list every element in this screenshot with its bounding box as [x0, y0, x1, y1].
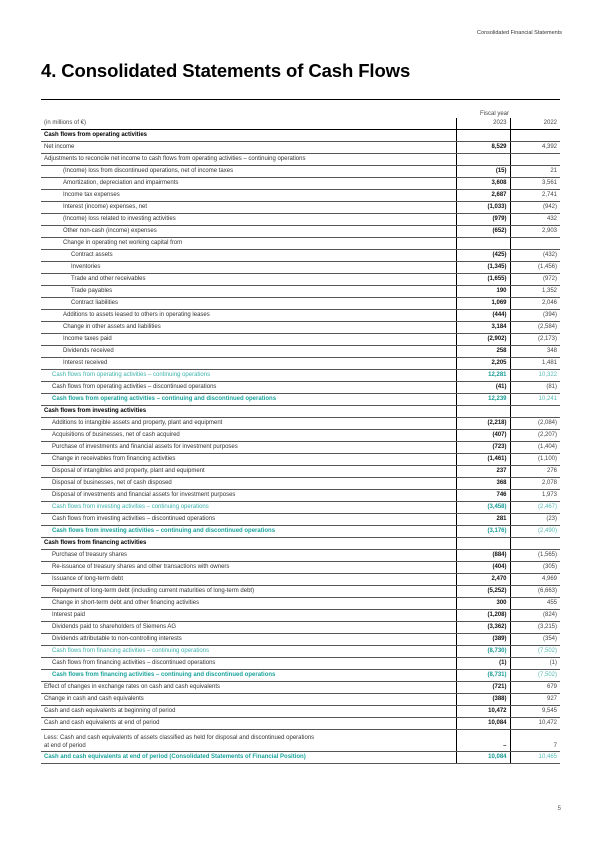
table-row [41, 226, 560, 238]
section-header-row [41, 538, 560, 550]
row-label: Interest paid [41, 610, 456, 622]
table-row [41, 334, 560, 346]
table-row [41, 694, 560, 706]
row-label: Cash and cash equivalents at beginning of period [41, 706, 456, 718]
value-2022: 2,741 [510, 190, 560, 202]
value-2023: 10,472 [456, 706, 510, 718]
row-label: Interest (income) expenses, net [41, 202, 456, 214]
value-2022: (824) [510, 610, 560, 622]
table-row [41, 322, 560, 334]
value-2022 [510, 538, 560, 550]
table-row [41, 610, 560, 622]
row-label [41, 730, 456, 752]
row-label: Cash flows from operating activities – continuing and discontinued operations [41, 394, 456, 406]
value-2023: (1,655) [456, 274, 510, 286]
value-2022: (3,215) [510, 622, 560, 634]
table-row [41, 490, 560, 502]
section-header-row [41, 406, 560, 418]
row-label: Cash flows from investing activities [41, 406, 456, 418]
table-row [41, 262, 560, 274]
row-label: Income tax expenses [41, 190, 456, 202]
value-2023: (723) [456, 442, 510, 454]
table-row [41, 250, 560, 262]
table-row [41, 526, 560, 538]
value-2023: 190 [456, 286, 510, 298]
value-2022: (2,084) [510, 418, 560, 430]
value-2023: 258 [456, 346, 510, 358]
value-2022: (972) [510, 274, 560, 286]
table-row [41, 658, 560, 670]
row-label: Issuance of long-term debt [41, 574, 456, 586]
row-label-line-1: Less: Cash and cash equivalents of assets classified as held for disposal and discontinued operations [44, 735, 315, 741]
row-label: Dividends attributable to non-controlling interests [41, 634, 456, 646]
table-row [41, 430, 560, 442]
value-2023: (425) [456, 250, 510, 262]
row-label: Repayment of long-term debt (including current maturities of long-term debt) [41, 586, 456, 598]
value-2023: (41) [456, 382, 510, 394]
value-2023: 10,084 [456, 752, 510, 764]
value-2023: 1,069 [456, 298, 510, 310]
value-2023 [456, 154, 510, 166]
value-2023: – [456, 730, 510, 752]
unit-label: (in millions of €) [41, 118, 456, 130]
value-2022: 1,481 [510, 358, 560, 370]
value-2022: (942) [510, 202, 560, 214]
table-row [41, 394, 560, 406]
table-row [41, 478, 560, 490]
row-label: Acquisitions of businesses, net of cash acquired [41, 430, 456, 442]
value-2022: 348 [510, 346, 560, 358]
value-2023: (652) [456, 226, 510, 238]
value-2023: 12,281 [456, 370, 510, 382]
value-2022: 927 [510, 694, 560, 706]
table-row [41, 574, 560, 586]
fiscal-year-label: Fiscal year [480, 111, 510, 117]
table-row [41, 598, 560, 610]
value-2022: (354) [510, 634, 560, 646]
row-label: Trade and other receivables [41, 274, 456, 286]
value-2022: 3,561 [510, 178, 560, 190]
value-2023: (1,033) [456, 202, 510, 214]
value-2022: 1,973 [510, 490, 560, 502]
value-2022 [510, 238, 560, 250]
value-2023: (2,902) [456, 334, 510, 346]
table-row [41, 298, 560, 310]
column-header-2023: 2023 [456, 118, 510, 130]
value-2022: (1,100) [510, 454, 560, 466]
value-2023: 8,529 [456, 142, 510, 154]
value-2023: (1) [456, 658, 510, 670]
value-2023: (884) [456, 550, 510, 562]
row-label: Contract liabilities [41, 298, 456, 310]
table-row [41, 358, 560, 370]
page-number: 5 [557, 806, 561, 812]
value-2022: 1,352 [510, 286, 560, 298]
value-2022: (1) [510, 658, 560, 670]
table-row [41, 550, 560, 562]
row-label: Change in receivables from financing activities [41, 454, 456, 466]
value-2022: 10,465 [510, 752, 560, 764]
value-2023: (389) [456, 634, 510, 646]
table-row [41, 454, 560, 466]
table-row [41, 752, 560, 764]
value-2022: 679 [510, 682, 560, 694]
value-2023: (5,252) [456, 586, 510, 598]
value-2023: (8,730) [456, 646, 510, 658]
value-2023: 2,687 [456, 190, 510, 202]
value-2022: 21 [510, 166, 560, 178]
value-2022: (1,456) [510, 262, 560, 274]
table-row [41, 466, 560, 478]
value-2023: (3,176) [456, 526, 510, 538]
value-2023: (407) [456, 430, 510, 442]
column-header-2022: 2022 [510, 118, 560, 130]
value-2023: (444) [456, 310, 510, 322]
row-label: Cash flows from financing activities – continuing and discontinued operations [41, 670, 456, 682]
value-2023: 300 [456, 598, 510, 610]
row-label: Change in cash and cash equivalents [41, 694, 456, 706]
table-row [41, 418, 560, 430]
row-label: Cash and cash equivalents at end of period [41, 718, 456, 730]
row-label: Change in operating net working capital from [41, 238, 456, 250]
value-2023: (979) [456, 214, 510, 226]
value-2023: (2,218) [456, 418, 510, 430]
value-2023: 3,184 [456, 322, 510, 334]
table-row [41, 718, 560, 730]
table-row [41, 622, 560, 634]
row-label: Other non-cash (income) expenses [41, 226, 456, 238]
value-2022: 276 [510, 466, 560, 478]
row-label: Disposal of businesses, net of cash disposed [41, 478, 456, 490]
row-label: Cash flows from financing activities [41, 538, 456, 550]
row-label: Purchase of investments and financial assets for investment purposes [41, 442, 456, 454]
table-row [41, 442, 560, 454]
value-2023: 2,470 [456, 574, 510, 586]
row-label: Cash flows from operating activities – discontinued operations [41, 382, 456, 394]
row-label: Additions to intangible assets and property, plant and equipment [41, 418, 456, 430]
value-2022 [510, 154, 560, 166]
table-row [41, 238, 560, 250]
title-divider [41, 99, 560, 100]
value-2023: 10,084 [456, 718, 510, 730]
row-label: Cash and cash equivalents at end of period (Consolidated Statements of Financial Position) [41, 752, 456, 764]
value-2023: 2,205 [456, 358, 510, 370]
value-2023: (721) [456, 682, 510, 694]
cash-flow-table [41, 118, 560, 764]
row-label: Adjustments to reconcile net income to cash flows from operating activities – continuing operations [41, 154, 456, 166]
row-label: Cash flows from investing activities – continuing and discontinued operations [41, 526, 456, 538]
table-row [41, 310, 560, 322]
value-2022: 9,545 [510, 706, 560, 718]
value-2022: (305) [510, 562, 560, 574]
value-2023: 746 [456, 490, 510, 502]
row-label: Purchase of treasury shares [41, 550, 456, 562]
table-header-row [41, 118, 560, 130]
value-2023: (8,731) [456, 670, 510, 682]
row-label: Cash flows from operating activities – continuing operations [41, 370, 456, 382]
table-row [41, 202, 560, 214]
table-row [41, 646, 560, 658]
table-row [41, 166, 560, 178]
row-label: Cash flows from operating activities [41, 130, 456, 142]
table-row [41, 286, 560, 298]
value-2022: 4,392 [510, 142, 560, 154]
value-2022: (7,502) [510, 670, 560, 682]
value-2023: (388) [456, 694, 510, 706]
value-2023: (1,345) [456, 262, 510, 274]
row-label: Disposal of investments and financial assets for investment purposes [41, 490, 456, 502]
table-row [41, 274, 560, 286]
row-label: Change in other assets and liabilities [41, 322, 456, 334]
row-label: Cash flows from investing activities – continuing operations [41, 502, 456, 514]
value-2023: 237 [456, 466, 510, 478]
table-row [41, 382, 560, 394]
value-2022 [510, 130, 560, 142]
value-2022: 2,903 [510, 226, 560, 238]
table-row [41, 346, 560, 358]
row-label: Trade payables [41, 286, 456, 298]
table-row [41, 562, 560, 574]
value-2022: (2,584) [510, 322, 560, 334]
row-label: (Income) loss from discontinued operations, net of income taxes [41, 166, 456, 178]
value-2023: (3,362) [456, 622, 510, 634]
row-label: Interest received [41, 358, 456, 370]
value-2023: 368 [456, 478, 510, 490]
row-label-line-2: at end of period [44, 743, 86, 749]
row-label: Cash flows from financing activities – discontinued operations [41, 658, 456, 670]
value-2023: (1,208) [456, 610, 510, 622]
running-header: Consolidated Financial Statements [477, 30, 562, 36]
row-label: Disposal of intangibles and property, plant and equipment [41, 466, 456, 478]
value-2022: (1,565) [510, 550, 560, 562]
value-2022: (394) [510, 310, 560, 322]
value-2022: (7,502) [510, 646, 560, 658]
value-2022: (2,173) [510, 334, 560, 346]
value-2023 [456, 406, 510, 418]
value-2022: (2,207) [510, 430, 560, 442]
value-2023 [456, 238, 510, 250]
value-2022: (23) [510, 514, 560, 526]
value-2022: (81) [510, 382, 560, 394]
value-2022: 10,472 [510, 718, 560, 730]
table-row [41, 670, 560, 682]
value-2022: 10,322 [510, 370, 560, 382]
row-label: Change in short-term debt and other financing activities [41, 598, 456, 610]
value-2022: 455 [510, 598, 560, 610]
value-2022: (2,467) [510, 502, 560, 514]
row-label: Income taxes paid [41, 334, 456, 346]
value-2022: 7 [510, 730, 560, 752]
table-row [41, 502, 560, 514]
row-label: Additions to assets leased to others in operating leases [41, 310, 456, 322]
value-2023: 12,239 [456, 394, 510, 406]
value-2023: (1,461) [456, 454, 510, 466]
row-label: Net income [41, 142, 456, 154]
row-label: Amortization, depreciation and impairments [41, 178, 456, 190]
value-2023: 3,608 [456, 178, 510, 190]
row-label: (Income) loss related to investing activities [41, 214, 456, 226]
table-row [41, 142, 560, 154]
value-2022: (1,404) [510, 442, 560, 454]
row-label: Cash flows from financing activities – continuing operations [41, 646, 456, 658]
table-row [41, 586, 560, 598]
row-label: Re-issuance of treasury shares and other transactions with owners [41, 562, 456, 574]
row-label: Dividends paid to shareholders of Siemens AG [41, 622, 456, 634]
value-2022: (432) [510, 250, 560, 262]
value-2022: (2,490) [510, 526, 560, 538]
row-label: Contract assets [41, 250, 456, 262]
table-row [41, 730, 560, 752]
table-row [41, 214, 560, 226]
value-2022: 2,078 [510, 478, 560, 490]
row-label: Effect of changes in exchange rates on cash and cash equivalents [41, 682, 456, 694]
section-header-row [41, 130, 560, 142]
table-row [41, 190, 560, 202]
value-2022: 4,969 [510, 574, 560, 586]
table-row [41, 682, 560, 694]
row-label: Dividends received [41, 346, 456, 358]
value-2022 [510, 406, 560, 418]
table-row [41, 370, 560, 382]
value-2023 [456, 130, 510, 142]
table-row [41, 514, 560, 526]
table-row [41, 154, 560, 166]
value-2022: (6,663) [510, 586, 560, 598]
value-2022: 2,046 [510, 298, 560, 310]
row-label: Inventories [41, 262, 456, 274]
value-2023: (15) [456, 166, 510, 178]
table-row [41, 706, 560, 718]
value-2023: (404) [456, 562, 510, 574]
value-2022: 432 [510, 214, 560, 226]
value-2022: 10,241 [510, 394, 560, 406]
value-2023: 281 [456, 514, 510, 526]
page-title: 4. Consolidated Statements of Cash Flows [41, 60, 411, 81]
value-2023: (3,458) [456, 502, 510, 514]
value-2023 [456, 538, 510, 550]
table-row [41, 634, 560, 646]
row-label: Cash flows from investing activities – discontinued operations [41, 514, 456, 526]
table-row [41, 178, 560, 190]
